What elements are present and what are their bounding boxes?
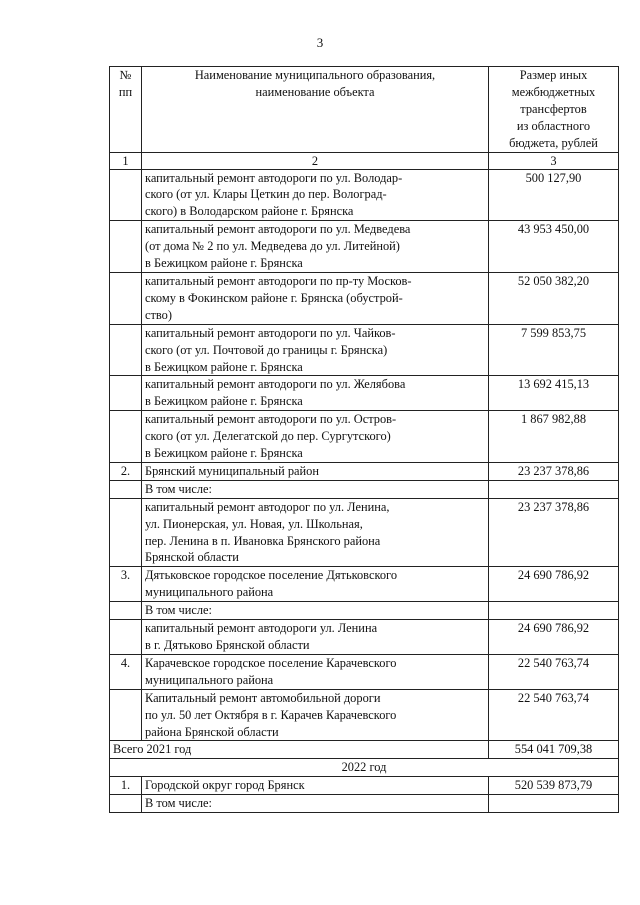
row-name: капитальный ремонт автодороги по ул. Володар- ского (от ул. Клары Цеткин до пер. Волоград- ского) в Володарском районе г. Брянска bbox=[142, 169, 489, 221]
row-name: В том числе: bbox=[142, 602, 489, 620]
row-amount bbox=[489, 480, 619, 498]
row-amount: 22 540 763,74 bbox=[489, 654, 619, 689]
row-amount: 23 237 378,86 bbox=[489, 462, 619, 480]
row-number bbox=[110, 376, 142, 411]
row-amount: 22 540 763,74 bbox=[489, 689, 619, 741]
row-name: капитальный ремонт автодороги по пр-ту Москов- скому в Фокинском районе г. Брянска (обустрой- ство) bbox=[142, 272, 489, 324]
table-header-row bbox=[110, 67, 619, 153]
row-name: капитальный ремонт автодороги по ул. Чайков- ского (от ул. Почтовой до границы г. Брянска) в Бежицком районе г. Брянска bbox=[142, 324, 489, 376]
table-row bbox=[110, 777, 619, 795]
header-number: № пп bbox=[110, 67, 142, 153]
column-index-2: 2 bbox=[142, 152, 489, 169]
row-name: капитальный ремонт автодороги ул. Ленина в г. Дятьково Брянской области bbox=[142, 620, 489, 655]
year-2022-row bbox=[110, 759, 619, 777]
row-name: капитальный ремонт автодороги по ул. Остров- ского (от ул. Делегатской до пер. Сургутского) в Бежицком районе г. Брянска bbox=[142, 411, 489, 463]
row-name: Городской округ город Брянск bbox=[142, 777, 489, 795]
row-amount: 23 237 378,86 bbox=[489, 498, 619, 567]
row-name: капитальный ремонт автодороги по ул. Медведева (от дома № 2 по ул. Медведева до ул. Литейной) в Бежицком районе г. Брянска bbox=[142, 221, 489, 273]
row-name: В том числе: bbox=[142, 795, 489, 813]
table-row bbox=[110, 324, 619, 376]
table-row bbox=[110, 654, 619, 689]
year-2022-label: 2022 год bbox=[110, 759, 619, 777]
row-amount: 7 599 853,75 bbox=[489, 324, 619, 376]
row-number bbox=[110, 795, 142, 813]
row-amount: 500 127,90 bbox=[489, 169, 619, 221]
row-amount: 1 867 982,88 bbox=[489, 411, 619, 463]
row-amount bbox=[489, 795, 619, 813]
row-name: Брянский муниципальный район bbox=[142, 462, 489, 480]
total-2021-amount: 554 041 709,38 bbox=[489, 741, 619, 759]
total-2021-label: Всего 2021 год bbox=[110, 741, 489, 759]
header-amount: Размер иных межбюджетных трансфертов из областного бюджета, рублей bbox=[489, 67, 619, 153]
row-number bbox=[110, 169, 142, 221]
row-amount: 43 953 450,00 bbox=[489, 221, 619, 273]
table-row bbox=[110, 411, 619, 463]
header-name: Наименование муниципального образования, наименование объекта bbox=[142, 67, 489, 153]
transfers-table bbox=[109, 66, 619, 813]
table-row bbox=[110, 567, 619, 602]
table-row bbox=[110, 272, 619, 324]
row-amount: 52 050 382,20 bbox=[489, 272, 619, 324]
column-index-row bbox=[110, 152, 619, 169]
page-number: 3 bbox=[316, 35, 324, 50]
row-number bbox=[110, 272, 142, 324]
table-row bbox=[110, 376, 619, 411]
row-number: 2. bbox=[110, 462, 142, 480]
table-row bbox=[110, 498, 619, 567]
row-number: 4. bbox=[110, 654, 142, 689]
row-amount: 24 690 786,92 bbox=[489, 567, 619, 602]
row-name: Дятьковское городское поселение Дятьковского муниципального района bbox=[142, 567, 489, 602]
row-number bbox=[110, 620, 142, 655]
table-row bbox=[110, 462, 619, 480]
row-number: 3. bbox=[110, 567, 142, 602]
row-number bbox=[110, 411, 142, 463]
row-number: 1. bbox=[110, 777, 142, 795]
table-row bbox=[110, 169, 619, 221]
row-number bbox=[110, 480, 142, 498]
row-name: капитальный ремонт автодороги по ул. Желябова в Бежицком районе г. Брянска bbox=[142, 376, 489, 411]
table-row bbox=[110, 689, 619, 741]
row-amount: 24 690 786,92 bbox=[489, 620, 619, 655]
table-row bbox=[110, 221, 619, 273]
row-number bbox=[110, 324, 142, 376]
table-row bbox=[110, 795, 619, 813]
column-index-3: 3 bbox=[489, 152, 619, 169]
row-amount: 520 539 873,79 bbox=[489, 777, 619, 795]
row-number bbox=[110, 498, 142, 567]
table-row bbox=[110, 602, 619, 620]
row-name: Капитальный ремонт автомобильной дороги по ул. 50 лет Октября в г. Карачев Карачевского района Брянской области bbox=[142, 689, 489, 741]
row-name: Карачевское городское поселение Карачевского муниципального района bbox=[142, 654, 489, 689]
row-amount: 13 692 415,13 bbox=[489, 376, 619, 411]
column-index-1: 1 bbox=[110, 152, 142, 169]
row-amount bbox=[489, 602, 619, 620]
total-2021-row bbox=[110, 741, 619, 759]
row-name: капитальный ремонт автодорог по ул. Ленина, ул. Пионерская, ул. Новая, ул. Школьная, пер. Ленина в п. Ивановка Брянского района Брянской области bbox=[142, 498, 489, 567]
table-row bbox=[110, 620, 619, 655]
row-number bbox=[110, 221, 142, 273]
row-number bbox=[110, 602, 142, 620]
row-number bbox=[110, 689, 142, 741]
table-row bbox=[110, 480, 619, 498]
row-name: В том числе: bbox=[142, 480, 489, 498]
